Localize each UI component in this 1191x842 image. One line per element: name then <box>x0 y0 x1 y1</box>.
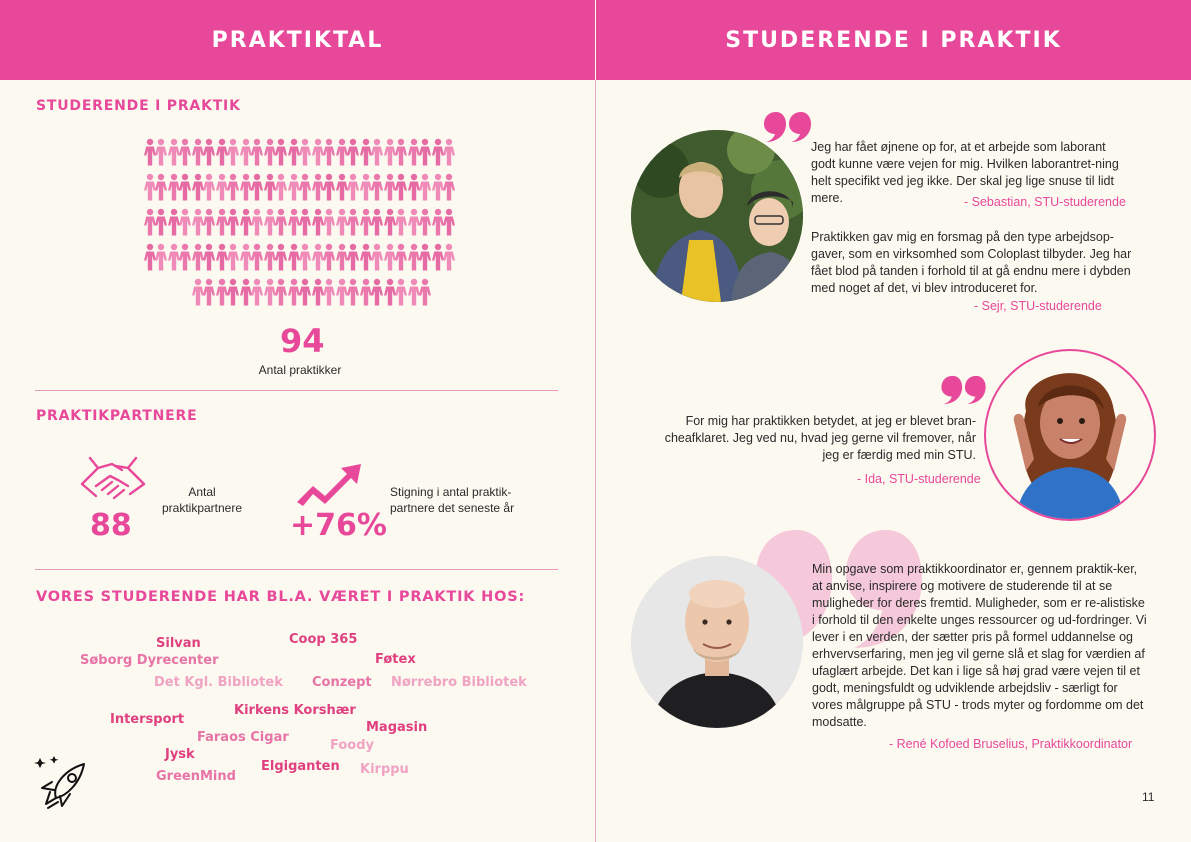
person-icon <box>179 174 191 201</box>
person-icon <box>251 174 263 201</box>
person-icon <box>347 139 359 166</box>
person-icon <box>288 174 300 201</box>
person-icon <box>384 209 396 236</box>
person-icon <box>216 209 228 236</box>
person-icon <box>299 244 311 271</box>
person-icon <box>179 139 191 166</box>
students-section-title: STUDERENDE I PRAKTIK <box>36 98 241 114</box>
person-icon <box>275 174 287 201</box>
person-icon <box>275 209 287 236</box>
illustrated-woman-avatar <box>984 349 1156 521</box>
quote-author: - René Kofoed Bruselius, Praktikkoordinator <box>889 737 1133 751</box>
person-icon <box>312 244 324 271</box>
growth-value: +76% <box>290 508 387 543</box>
person-icon <box>371 209 383 236</box>
person-icon <box>168 244 180 271</box>
person-icon <box>155 174 167 201</box>
person-icon <box>312 209 324 236</box>
person-icon <box>336 279 348 306</box>
person-icon <box>419 244 431 271</box>
person-icon <box>432 174 444 201</box>
person-icon <box>240 139 252 166</box>
person-icon <box>347 279 359 306</box>
person-icon <box>312 174 324 201</box>
person-icon <box>288 209 300 236</box>
quote-author: - Sejr, STU-studerende <box>974 299 1102 313</box>
person-icon <box>192 209 204 236</box>
person-icon <box>227 139 239 166</box>
person-icon <box>288 244 300 271</box>
quote-author: - Sebastian, STU-studerende <box>964 195 1126 209</box>
people-grid-icon <box>140 136 465 312</box>
person-icon <box>323 209 335 236</box>
quote-sejr: Praktikken gav mig en forsmag på den type arbejdsop-gaver, som en virksomhed som Coloplast tilbyder. Jeg har fået blod på tanden i forhold til at gå endnu mere i dybden med noget af det, vi blev introduceret for. <box>811 230 1132 295</box>
person-icon <box>384 139 396 166</box>
company-name: Foody <box>330 738 374 753</box>
companies-section-title: VORES STUDERENDE HAR BL.A. VÆRET I PRAKTIK HOS: <box>36 589 526 605</box>
person-icon <box>443 139 455 166</box>
person-icon <box>203 279 215 306</box>
person-icon <box>192 174 204 201</box>
person-icon <box>395 279 407 306</box>
trend-up-arrow-icon <box>295 462 365 512</box>
person-icon <box>360 244 372 271</box>
partners-count: 88 <box>90 508 132 543</box>
person-icon <box>336 244 348 271</box>
person-icon <box>168 174 180 201</box>
right-page <box>596 0 1191 842</box>
person-icon <box>384 244 396 271</box>
person-icon <box>419 139 431 166</box>
person-icon <box>336 174 348 201</box>
person-icon <box>216 174 228 201</box>
person-icon <box>275 139 287 166</box>
page-number: 11 <box>1142 790 1155 804</box>
company-name: Elgiganten <box>261 759 340 774</box>
person-icon <box>299 279 311 306</box>
person-icon <box>408 174 420 201</box>
person-icon <box>216 279 228 306</box>
quote-author: - Ida, STU-studerende <box>857 472 981 486</box>
students-count: 94 <box>280 322 325 360</box>
person-icon <box>432 209 444 236</box>
handshake-icon <box>78 450 148 512</box>
person-icon <box>251 209 263 236</box>
company-name: Jysk <box>165 747 195 762</box>
person-icon <box>264 244 276 271</box>
person-icon <box>371 279 383 306</box>
person-icon <box>203 174 215 201</box>
person-icon <box>144 139 156 166</box>
person-icon <box>288 139 300 166</box>
person-icon <box>288 279 300 306</box>
person-icon <box>336 139 348 166</box>
person-icon <box>240 244 252 271</box>
person-icon <box>347 209 359 236</box>
person-icon <box>264 209 276 236</box>
person-icon <box>264 174 276 201</box>
person-icon <box>251 139 263 166</box>
right-banner <box>596 0 1191 80</box>
person-icon <box>168 139 180 166</box>
person-icon <box>336 209 348 236</box>
person-icon <box>203 244 215 271</box>
person-icon <box>360 139 372 166</box>
person-icon <box>408 244 420 271</box>
company-name: Silvan <box>156 636 201 651</box>
person-icon <box>443 209 455 236</box>
person-icon <box>395 209 407 236</box>
person-icon <box>227 244 239 271</box>
quote-mark-icon <box>764 110 812 144</box>
left-page <box>0 0 595 842</box>
person-icon <box>443 244 455 271</box>
company-name: Søborg Dyrecenter <box>80 653 219 668</box>
person-icon <box>299 209 311 236</box>
person-icon <box>360 279 372 306</box>
company-name: Magasin <box>366 720 428 735</box>
person-icon <box>240 279 252 306</box>
person-icon <box>275 279 287 306</box>
divider <box>35 569 558 570</box>
company-name: Det Kgl. Bibliotek <box>154 675 283 690</box>
coordinator-photo <box>631 556 803 728</box>
person-icon <box>323 244 335 271</box>
partners-label: Antal praktikpartnere <box>161 485 243 515</box>
person-icon <box>371 139 383 166</box>
company-name: Føtex <box>375 652 416 667</box>
company-name: GreenMind <box>156 769 236 784</box>
person-icon <box>264 139 276 166</box>
person-icon <box>395 139 407 166</box>
person-icon <box>203 209 215 236</box>
person-icon <box>371 244 383 271</box>
quote-sebastian: Jeg har fået øjnene op for, at et arbejde som laborant godt kunne være vejen for mig. Hvilken laborantret-ning helt specifikt ved jeg ikke. Der skal jeg lige snuse til lidt mere. <box>811 140 1119 205</box>
partners-section-title: PRAKTIKPARTNERE <box>36 408 198 424</box>
person-icon <box>216 139 228 166</box>
person-icon <box>395 174 407 201</box>
person-icon <box>323 174 335 201</box>
person-icon <box>144 209 156 236</box>
person-icon <box>443 174 455 201</box>
person-icon <box>384 174 396 201</box>
person-icon <box>144 244 156 271</box>
person-icon <box>192 279 204 306</box>
quote-rene: Min opgave som praktikkoordinator er, gennem praktik-ker, at anvise, inspirere og motivere de studerende til at se muligheder for deres fremtid. Muligheder, som er re-alistiske i forhold til den enkelte unges ressourcer og ud-fordringer. Vi lever i en verden, der sætter pris på formel uddannelse og erhvervserfaring, men jeg vil gerne slå et slag for værdien af ufaglært arbejde. Det kan i lige så høj grad være vejen til et godt, meningsfuldt og udviklende arbejdsliv - særligt for vores målgruppe på STU - trods myter og fordomme om det modsatte. <box>812 562 1147 729</box>
person-icon <box>419 279 431 306</box>
person-icon <box>179 244 191 271</box>
rocket-icon <box>34 752 92 810</box>
person-icon <box>227 174 239 201</box>
person-icon <box>168 209 180 236</box>
person-icon <box>360 209 372 236</box>
left-page-title: PRAKTIKTAL <box>211 27 384 53</box>
left-banner <box>0 0 595 80</box>
quote-ida: For mig har praktikken betydet, at jeg er blevet bran-cheafklaret. Jeg ved nu, hvad jeg gerne vil fremover, når jeg er færdig med min STU. <box>664 414 976 462</box>
person-icon <box>323 279 335 306</box>
person-icon <box>408 139 420 166</box>
students-label: Antal praktikker <box>258 363 342 377</box>
person-icon <box>312 279 324 306</box>
company-name: Coop 365 <box>289 632 358 647</box>
company-name: Faraos Cigar <box>197 730 289 745</box>
person-icon <box>240 209 252 236</box>
company-name: Kirppu <box>360 762 409 777</box>
company-name: Nørrebro Bibliotek <box>391 675 527 690</box>
students-photo <box>631 130 803 302</box>
person-icon <box>192 139 204 166</box>
person-icon <box>360 174 372 201</box>
person-icon <box>155 139 167 166</box>
person-icon <box>408 209 420 236</box>
quote-mark-icon <box>941 374 987 406</box>
person-icon <box>203 139 215 166</box>
person-icon <box>312 139 324 166</box>
right-page-title: STUDERENDE I PRAKTIK <box>725 27 1062 53</box>
person-icon <box>419 174 431 201</box>
person-icon <box>347 174 359 201</box>
person-icon <box>432 139 444 166</box>
person-icon <box>408 279 420 306</box>
company-name: Intersport <box>110 712 185 727</box>
person-icon <box>299 139 311 166</box>
person-icon <box>419 209 431 236</box>
person-icon <box>216 244 228 271</box>
person-icon <box>227 279 239 306</box>
person-icon <box>347 244 359 271</box>
person-icon <box>251 244 263 271</box>
person-icon <box>384 279 396 306</box>
person-icon <box>299 174 311 201</box>
person-icon <box>251 279 263 306</box>
company-name: Conzept <box>312 675 372 690</box>
company-name: Kirkens Korshær <box>234 703 356 718</box>
person-icon <box>371 174 383 201</box>
person-icon <box>432 244 444 271</box>
person-icon <box>264 279 276 306</box>
person-icon <box>192 244 204 271</box>
person-icon <box>155 209 167 236</box>
person-icon <box>240 174 252 201</box>
person-icon <box>144 174 156 201</box>
person-icon <box>179 209 191 236</box>
growth-label: Stigning i antal praktik-partnere det seneste år <box>390 485 515 515</box>
divider <box>35 390 558 391</box>
person-icon <box>155 244 167 271</box>
person-icon <box>323 139 335 166</box>
person-icon <box>275 244 287 271</box>
person-icon <box>227 209 239 236</box>
person-icon <box>395 244 407 271</box>
